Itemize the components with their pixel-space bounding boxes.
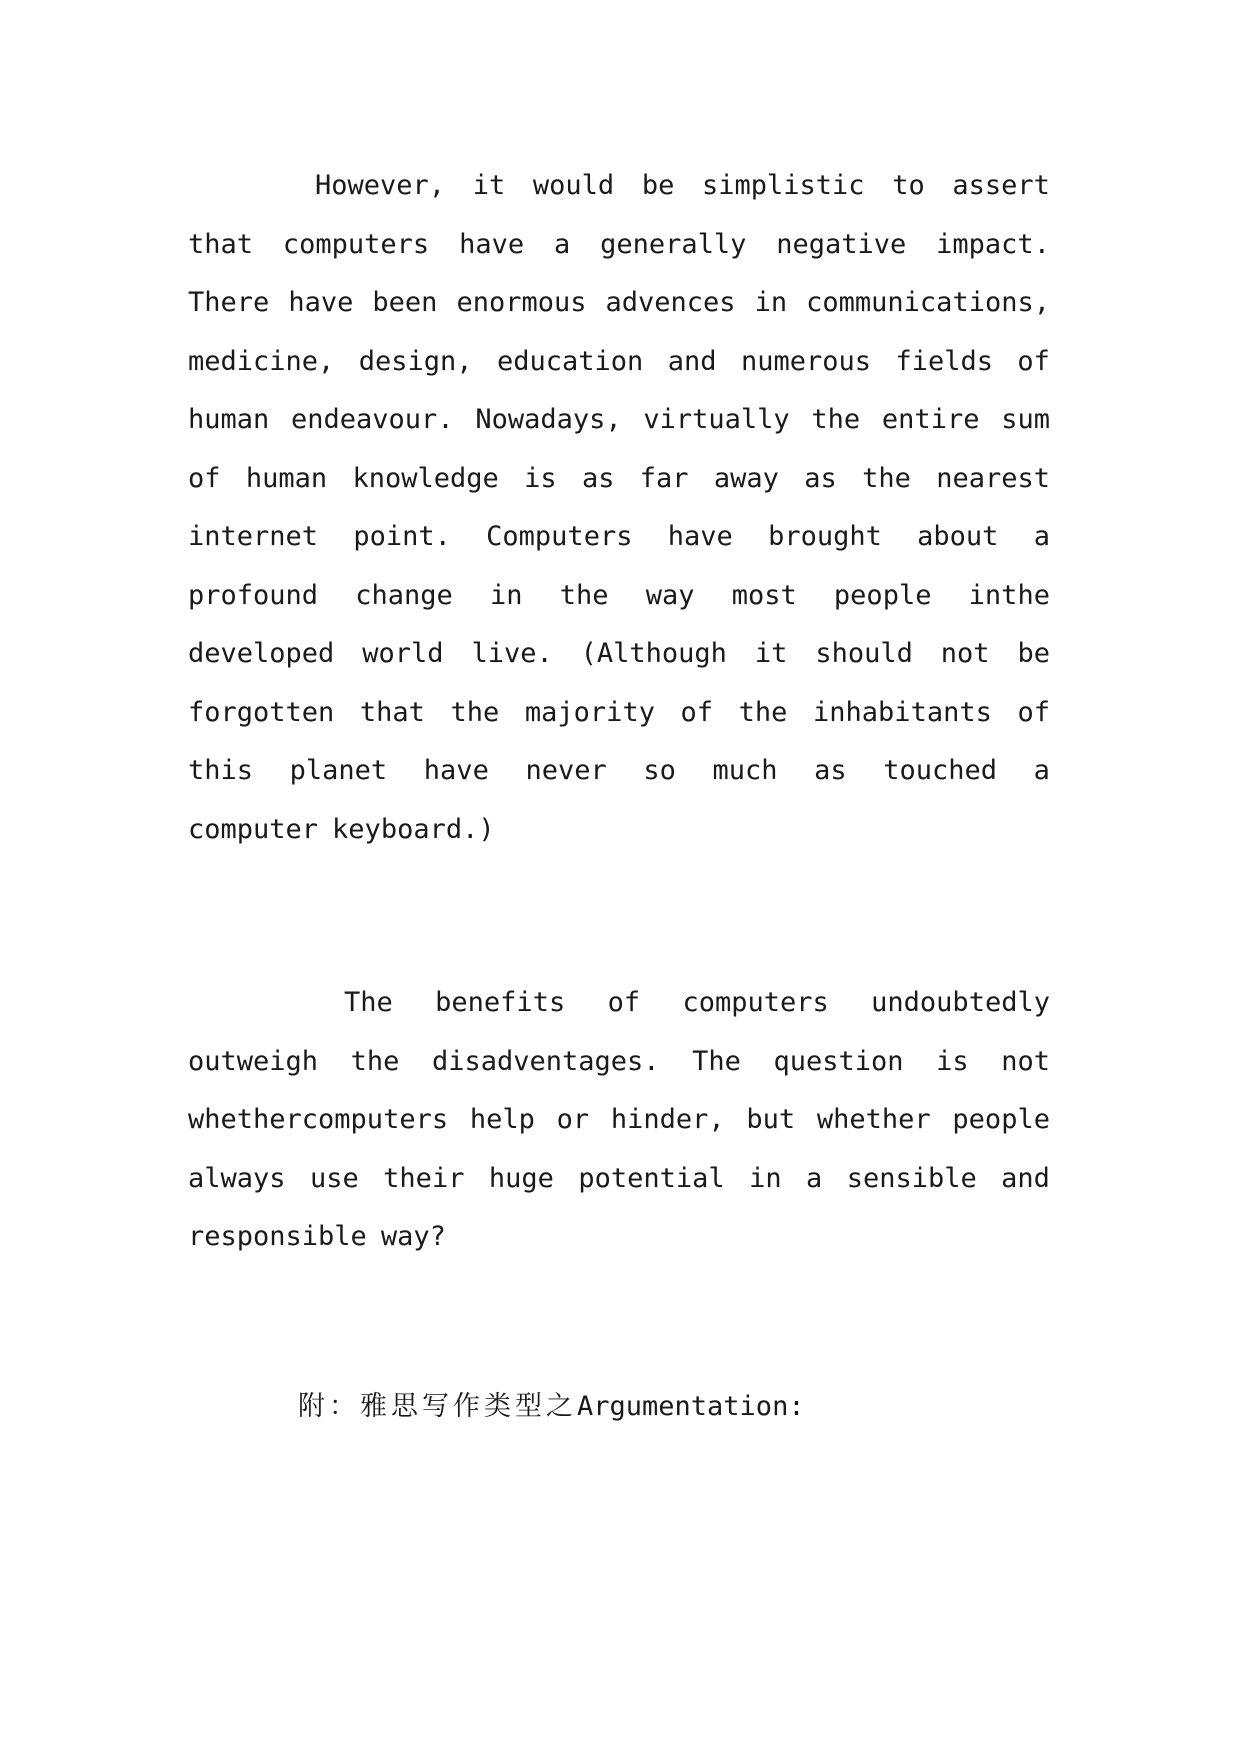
word: have xyxy=(288,287,354,318)
word: entire xyxy=(881,404,980,435)
appendix-prefix: 附：雅思写作类型之 xyxy=(298,1391,577,1422)
word: Computers xyxy=(486,521,633,552)
word: computers xyxy=(682,987,829,1018)
word: that xyxy=(188,228,254,260)
word: world xyxy=(362,638,444,669)
word: There xyxy=(188,287,270,318)
word: whethercomputers xyxy=(188,1104,449,1135)
paragraph-1 xyxy=(188,157,1050,859)
word: live. xyxy=(471,638,553,669)
word: of xyxy=(1017,345,1050,377)
word: a xyxy=(553,228,571,260)
word: internet xyxy=(188,521,319,552)
word: the xyxy=(738,696,788,728)
word: have xyxy=(423,755,489,786)
word: far xyxy=(639,462,689,494)
text-line xyxy=(188,391,1050,450)
word: the xyxy=(559,579,609,611)
word: numerous xyxy=(740,345,871,377)
word: hinder, xyxy=(610,1104,725,1135)
word: sensible xyxy=(846,1162,977,1194)
text-line xyxy=(188,684,1050,743)
word: people xyxy=(833,579,932,611)
text-line xyxy=(188,1150,1050,1209)
appendix-heading xyxy=(298,1378,805,1436)
word: keyboard.) xyxy=(332,813,495,845)
text-line xyxy=(188,216,1050,275)
word: impact. xyxy=(936,228,1050,260)
word: However, xyxy=(315,170,446,201)
word: be xyxy=(1017,638,1050,669)
word: people xyxy=(952,1104,1050,1135)
word: inhabitants xyxy=(813,696,992,728)
word: much xyxy=(712,755,778,786)
word: huge xyxy=(488,1162,554,1194)
word: computers xyxy=(282,228,430,260)
word: profound xyxy=(188,579,319,611)
word: have xyxy=(667,521,733,552)
word: their xyxy=(383,1162,465,1194)
word: should xyxy=(815,638,913,669)
word: touched xyxy=(883,755,998,786)
word: (Although xyxy=(580,638,727,669)
text-line xyxy=(188,274,1050,333)
appendix-suffix: Argumentation: xyxy=(577,1391,805,1422)
word: education xyxy=(496,345,644,377)
word: undoubtedly xyxy=(871,987,1050,1018)
text-line xyxy=(188,567,1050,626)
word: computer xyxy=(188,813,319,845)
word: The xyxy=(692,1045,741,1077)
word: fields xyxy=(895,345,993,377)
word: The xyxy=(344,987,393,1018)
word: this xyxy=(188,755,254,786)
word: a xyxy=(806,1162,823,1194)
word: change xyxy=(355,579,453,611)
word: in xyxy=(749,1162,782,1194)
paragraph-2 xyxy=(188,974,1050,1267)
word: planet xyxy=(289,755,388,786)
word: benefits xyxy=(435,987,566,1018)
word: as xyxy=(814,755,847,786)
text-line xyxy=(188,333,1050,392)
word: so xyxy=(643,755,676,786)
text-line xyxy=(188,1091,1050,1150)
word: way xyxy=(645,579,695,611)
word: sum xyxy=(1001,404,1050,435)
word: assert xyxy=(952,170,1050,201)
word: the xyxy=(811,404,861,435)
text-line xyxy=(188,1033,1050,1092)
word: Nowadays, xyxy=(475,404,622,435)
word: brought xyxy=(768,521,882,552)
word: use xyxy=(309,1162,359,1194)
word: question xyxy=(773,1045,904,1077)
text-line xyxy=(188,157,1050,216)
word: in xyxy=(754,287,788,318)
word: it xyxy=(754,638,788,669)
text-line xyxy=(188,974,1050,1033)
text-line xyxy=(188,1208,1050,1267)
word: that xyxy=(359,696,425,728)
text-line xyxy=(188,801,1050,860)
word: is xyxy=(524,462,557,494)
word: way? xyxy=(380,1221,446,1252)
word: inthe xyxy=(968,579,1050,611)
word: as xyxy=(804,462,837,494)
word: design, xyxy=(358,345,473,377)
word: responsible xyxy=(188,1221,367,1252)
word: and xyxy=(1001,1162,1050,1194)
word: it xyxy=(472,170,506,201)
word: never xyxy=(525,755,607,786)
word: as xyxy=(581,462,615,494)
word: or xyxy=(556,1104,590,1135)
word: virtually xyxy=(643,404,790,435)
word: nearest xyxy=(936,462,1050,494)
word: whether xyxy=(816,1104,931,1135)
word: would xyxy=(532,170,615,201)
word: disadventages. xyxy=(431,1045,660,1077)
word: most xyxy=(731,579,797,611)
word: simplistic xyxy=(701,170,865,201)
word: is xyxy=(936,1045,969,1077)
word: always xyxy=(188,1162,286,1194)
word: help xyxy=(469,1104,535,1135)
word: the xyxy=(450,696,500,728)
word: of xyxy=(607,987,641,1018)
word: be xyxy=(641,170,675,201)
word: and xyxy=(667,345,717,377)
word: advences xyxy=(605,287,736,318)
word: enormous xyxy=(456,287,587,318)
word: not xyxy=(940,638,990,669)
word: of xyxy=(188,462,221,494)
word: communications, xyxy=(806,287,1050,318)
text-line xyxy=(188,450,1050,509)
word: to xyxy=(892,170,925,201)
word: generally xyxy=(600,228,747,260)
word: forgotten xyxy=(188,696,335,728)
word: a xyxy=(1033,521,1050,552)
word: outweigh xyxy=(188,1045,319,1077)
text-line xyxy=(188,508,1050,567)
text-line xyxy=(188,742,1050,801)
word: majority xyxy=(524,696,655,728)
word: endeavour. xyxy=(291,404,454,435)
word: potential xyxy=(578,1162,725,1194)
word: negative xyxy=(776,228,907,260)
word: the xyxy=(350,1045,400,1077)
word: of xyxy=(680,696,714,728)
word: knowledge xyxy=(352,462,499,494)
word: of xyxy=(1017,696,1050,728)
word: not xyxy=(1001,1045,1050,1077)
word: but xyxy=(746,1104,796,1135)
word: the xyxy=(862,462,911,494)
word: point. xyxy=(353,521,451,552)
word: away xyxy=(713,462,779,494)
word: been xyxy=(372,287,438,318)
word: in xyxy=(490,579,523,611)
text-line xyxy=(188,625,1050,684)
word: have xyxy=(459,228,525,260)
word: medicine, xyxy=(188,345,335,377)
word: a xyxy=(1033,755,1050,786)
word: human xyxy=(188,404,270,435)
word: human xyxy=(245,462,328,494)
word: about xyxy=(917,521,999,552)
word: developed xyxy=(188,638,335,669)
